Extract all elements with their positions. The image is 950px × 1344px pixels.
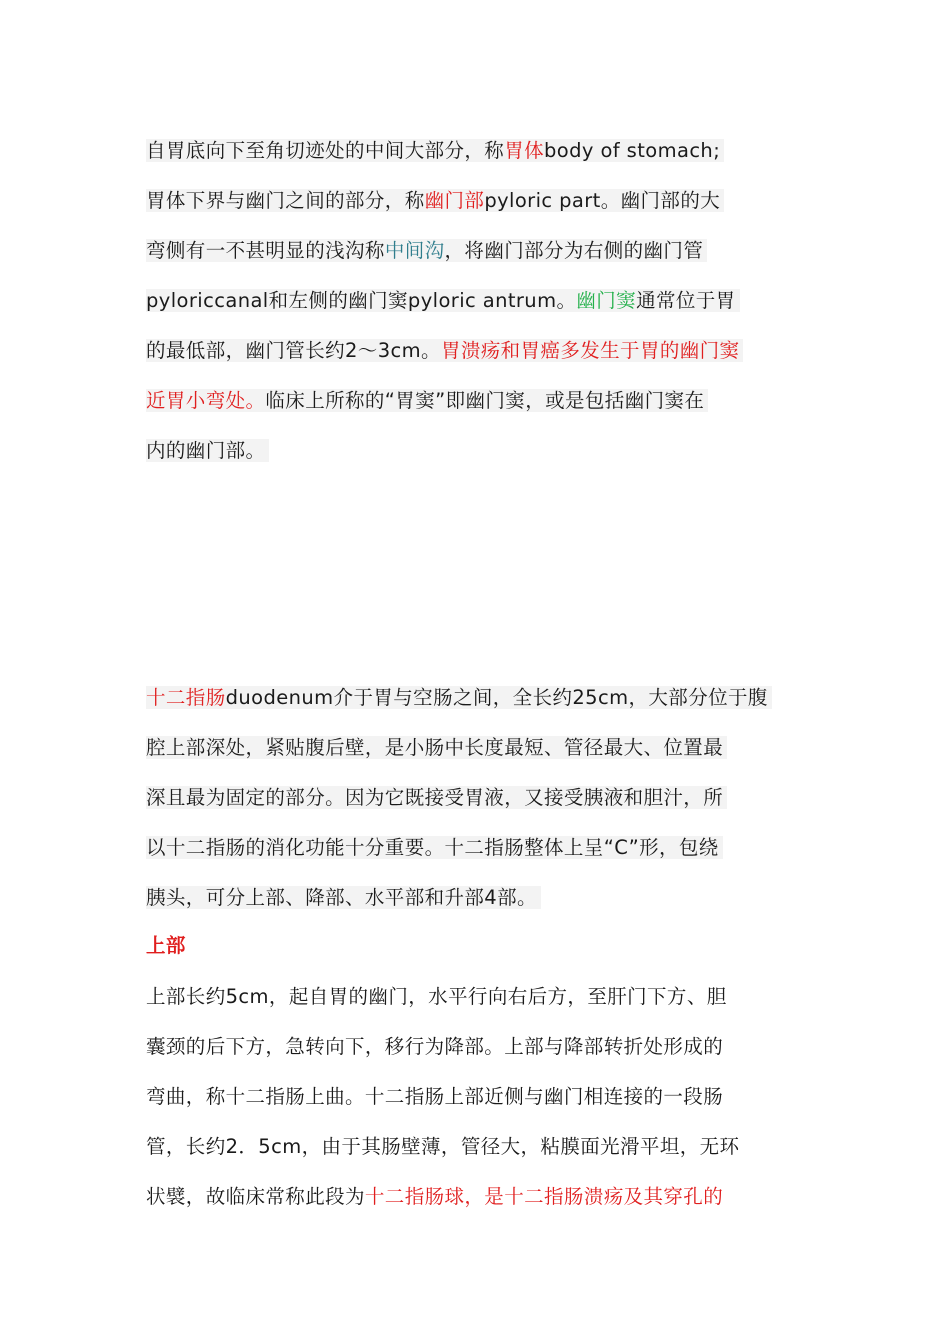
term-pyloric-antrum: 幽门窦: [576, 289, 637, 312]
text-line: 胃体下界与幽门之间的部分，称幽门部pyloric part。幽门部的大: [146, 176, 811, 226]
term-stomach-body: 胃体: [504, 139, 545, 162]
paragraph-duodenum: [146, 673, 811, 923]
text-line: 囊颈的后下方，急转向下，移行为降部。上部与降部转折处形成的: [146, 1035, 724, 1058]
highlight-lesser-curvature: 近胃小弯处。: [146, 389, 266, 412]
text-line: 近胃小弯处。临床上所称的“胃窦”即幽门窦，或是包括幽门窦在: [146, 376, 811, 426]
text-line: 弯侧有一不甚明显的浅沟称中间沟，将幽门部分为右侧的幽门管: [146, 226, 811, 276]
section-heading: 上部: [146, 934, 186, 957]
highlight-ulcer-cancer: 胃溃疡和胃癌多发生于胃的幽门窦: [440, 339, 740, 362]
text-line: 弯曲，称十二指肠上曲。十二指肠上部近侧与幽门相连接的一段肠: [146, 1085, 724, 1108]
text-line: 的最低部，幽门管长约2～3cm。胃溃疡和胃癌多发生于胃的幽门窦: [146, 326, 811, 376]
text-line: 腔上部深处，紧贴腹后壁，是小肠中长度最短、管径最大、位置最: [146, 723, 811, 773]
text-line: 自胃底向下至角切迹处的中间大部分，称胃体body of stomach;: [146, 126, 811, 176]
paragraph-upper-part: [146, 972, 811, 1222]
term-pyloric-part: 幽门部: [424, 189, 485, 212]
text-line: 十二指肠duodenum介于胃与空肠之间，全长约25cm，大部分位于腹: [146, 673, 811, 723]
term-duodenum: 十二指肠: [146, 686, 226, 709]
text-line: 以十二指肠的消化功能十分重要。十二指肠整体上呈“C”形，包绕: [146, 823, 811, 873]
text-line: 上部长约5cm，起自胃的幽门，水平行向右后方，至肝门下方、胆: [146, 985, 727, 1008]
text-line: 内的幽门部。: [146, 426, 811, 476]
text-line: 胰头，可分上部、降部、水平部和升部4部。: [146, 873, 811, 923]
term-duodenal-bulb: 十二指肠球，是十二指肠溃疡及其穿孔的: [364, 1185, 724, 1208]
text-line: pyloriccanal和左侧的幽门窦pyloric antrum。幽门窦通常位于胃: [146, 276, 811, 326]
term-intermediate-sulcus: 中间沟: [384, 239, 445, 262]
text-line: 状襞，故临床常称此段为十二指肠球，是十二指肠溃疡及其穿孔的: [146, 1185, 724, 1208]
text-line: 深且最为固定的部分。因为它既接受胃液，又接受胰液和胆汁，所: [146, 773, 811, 823]
paragraph-stomach-body-pyloric: [146, 126, 811, 476]
heading-upper-part: [146, 921, 811, 971]
text-line: 管，长约2．5cm，由于其肠壁薄，管径大，粘膜面光滑平坦，无环: [146, 1135, 740, 1158]
